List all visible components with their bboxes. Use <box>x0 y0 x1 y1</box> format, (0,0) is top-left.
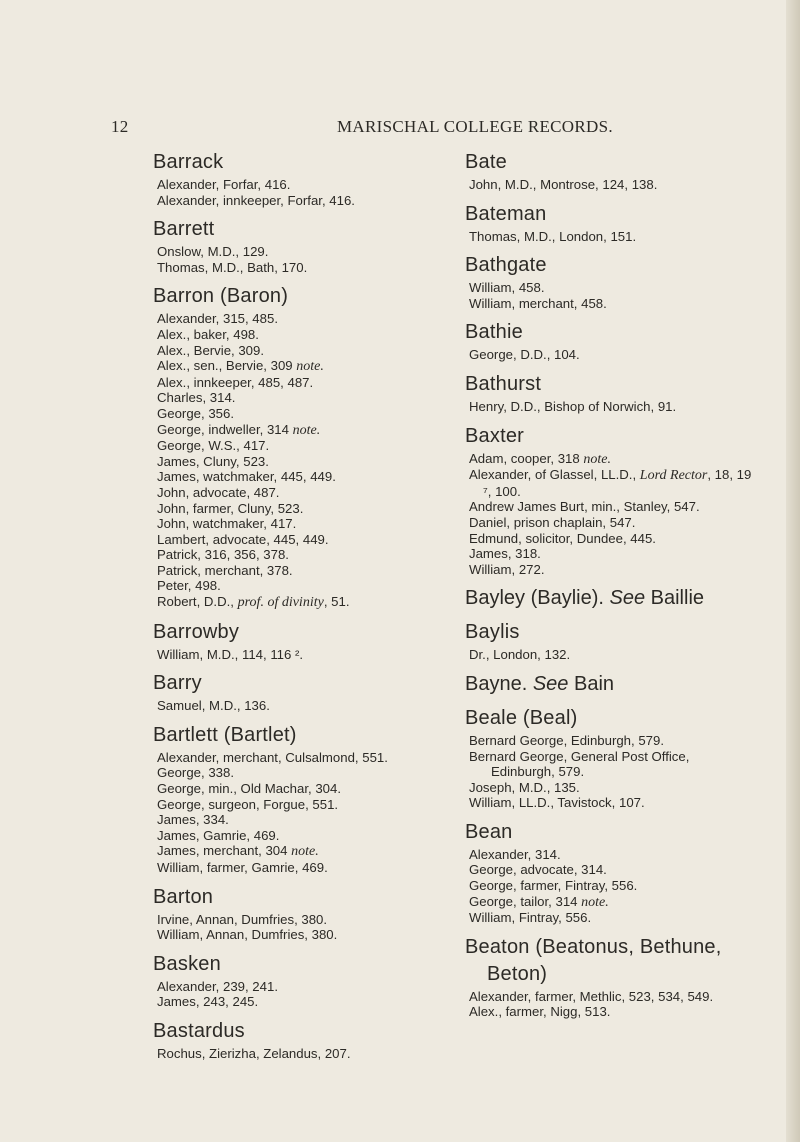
index-line: George, indweller, 314 note. <box>157 421 321 438</box>
index-line: John, watchmaker, 417. <box>157 516 297 532</box>
index-line: James, Gamrie, 469. <box>157 827 280 843</box>
surname-heading: Barrett <box>153 218 215 241</box>
surname-heading: Bathgate <box>465 254 547 277</box>
index-line: Joseph, M.D., 135. <box>469 779 580 795</box>
surname-heading: Barrack <box>153 151 224 173</box>
index-line: Henry, D.D., Bishop of Norwich, 91. <box>469 398 677 414</box>
index-line: William, 272. <box>469 561 545 577</box>
surname-heading: Bastardus <box>153 1019 245 1042</box>
surname-heading-continued: Beton) <box>487 962 548 985</box>
index-line: Alex., sen., Bervie, 309 note. <box>157 358 324 375</box>
index-line: Alexander, 314. <box>469 846 561 862</box>
index-line: James, merchant, 304 note. <box>157 843 319 860</box>
index-line: Onslow, M.D., 129. <box>157 244 269 260</box>
index-entry <box>153 284 428 610</box>
index-entry <box>465 202 760 245</box>
index-line: Bernard George, Edinburgh, 579. <box>469 732 665 748</box>
index-line: James, Cluny, 523. <box>157 453 269 469</box>
index-entry <box>153 620 428 663</box>
index-line: Irvine, Annan, Dumfries, 380. <box>157 911 328 927</box>
index-line: George, tailor, 314 note. <box>469 893 609 910</box>
index-line: Alexander, farmer, Methlic, 523, 534, 549. <box>469 988 714 1004</box>
index-line: George, min., Old Machar, 304. <box>157 781 341 797</box>
index-entry <box>465 935 760 1020</box>
index-line: Alexander, merchant, Culsalmond, 551. <box>157 749 388 765</box>
index-line: George, advocate, 314. <box>469 862 607 878</box>
index-entry <box>465 320 760 363</box>
index-line: William, farmer, Gamrie, 469. <box>157 860 328 875</box>
index-line: Patrick, merchant, 378. <box>157 562 293 578</box>
surname-heading: Barrowby <box>153 620 240 643</box>
surname-heading: Barry <box>153 672 202 695</box>
index-line: George, W.S., 417. <box>157 438 270 454</box>
index-line: James, 334. <box>157 812 229 828</box>
running-title: MARISCHAL COLLEGE RECORDS. <box>337 117 613 136</box>
index-line: John, farmer, Cluny, 523. <box>157 500 304 516</box>
index-line: Lambert, advocate, 445, 449. <box>157 531 329 547</box>
index-entry <box>465 253 760 311</box>
index-line: William, Annan, Dumfries, 380. <box>157 927 338 943</box>
right-column <box>465 150 760 1029</box>
surname-heading: Baylis <box>465 621 520 644</box>
cross-reference: Bayne. See Bain <box>465 672 615 695</box>
index-line: James, 318. <box>469 546 541 562</box>
surname-heading: Baxter <box>465 424 525 447</box>
index-entry <box>153 885 428 943</box>
index-line: James, watchmaker, 445, 449. <box>157 469 336 485</box>
index-line: George, farmer, Fintray, 556. <box>469 878 638 894</box>
index-entry <box>465 424 760 578</box>
index-entry <box>465 150 760 193</box>
surname-heading: Bateman <box>465 202 547 225</box>
index-line: Edinburgh, 579. <box>491 764 585 780</box>
index-line: William, LL.D., Tavistock, 107. <box>469 795 645 811</box>
index-line: George, D.D., 104. <box>469 347 580 363</box>
index-entry <box>465 706 760 811</box>
index-line: Alex., innkeeper, 485, 487. <box>157 374 314 390</box>
index-entry <box>153 671 428 714</box>
surname-heading: Bate <box>465 151 507 173</box>
index-line: Alexander, of Glassel, LL.D., Lord Rector, 18, 19 ⁷, 100. <box>469 467 752 499</box>
index-line: Alexander, 239, 241. <box>157 978 278 994</box>
index-entry <box>153 150 428 208</box>
left-column <box>153 150 428 1071</box>
surname-heading: Beaton (Beatonus, Bethune, <box>465 935 722 958</box>
surname-heading: Bartlett (Bartlet) <box>153 723 297 746</box>
index-line: Samuel, M.D., 136. <box>157 698 270 714</box>
surname-heading: Beale (Beal) <box>465 706 578 729</box>
surname-heading: Bathurst <box>465 372 542 395</box>
index-line: Thomas, M.D., London, 151. <box>469 228 637 244</box>
index-entry <box>153 217 428 275</box>
index-line: Dr., London, 132. <box>469 647 571 663</box>
index-line: Bernard George, General Post Office, <box>469 748 690 764</box>
index-line: James, 243, 245. <box>157 994 259 1010</box>
index-line: Patrick, 316, 356, 378. <box>157 547 289 563</box>
page-header <box>0 117 800 139</box>
page-number: 12 <box>111 117 129 136</box>
page-edge <box>786 0 800 1142</box>
index-entry <box>153 952 428 1010</box>
index-line: Thomas, M.D., Bath, 170. <box>157 259 308 275</box>
index-line: William, Fintray, 556. <box>469 910 592 926</box>
index-entry <box>465 372 760 415</box>
surname-heading: Bathie <box>465 321 523 344</box>
index-line: Alexander, 315, 485. <box>157 311 278 327</box>
index-line: Edmund, solicitor, Dundee, 445. <box>469 530 656 546</box>
index-line: Robert, D.D., prof. of divinity, 51. <box>157 594 350 611</box>
index-entry <box>153 1019 428 1062</box>
index-line: George, 356. <box>157 405 234 421</box>
index-line: Andrew James Burt, min., Stanley, 547. <box>469 499 700 515</box>
surname-heading: Barton <box>153 885 214 908</box>
index-line: George, 338. <box>157 765 234 781</box>
surname-heading: Basken <box>153 952 221 975</box>
index-line: Daniel, prison chaplain, 547. <box>469 514 636 530</box>
index-entry <box>465 820 760 926</box>
index-line: John, M.D., Montrose, 124, 138. <box>469 177 658 192</box>
index-line: William, 458. <box>469 280 545 296</box>
index-line: Peter, 498. <box>157 578 221 594</box>
index-line: Charles, 314. <box>157 390 236 406</box>
index-line: Alex., baker, 498. <box>157 326 259 342</box>
index-line: Alexander, Forfar, 416. <box>157 177 291 192</box>
index-entry <box>465 620 760 663</box>
surname-heading: Bean <box>465 820 513 843</box>
index-entry <box>153 723 428 876</box>
cross-reference: Bayley (Baylie). See Baillie <box>465 587 705 610</box>
index-line: Alex., farmer, Nigg, 513. <box>469 1004 611 1020</box>
surname-heading: Barron (Baron) <box>153 285 289 308</box>
index-line: Alexander, innkeeper, Forfar, 416. <box>157 192 355 208</box>
index-line: Rochus, Zierizha, Zelandus, 207. <box>157 1045 351 1061</box>
index-line: William, M.D., 114, 116 ². <box>157 646 304 662</box>
index-line: Alex., Bervie, 309. <box>157 342 265 358</box>
index-line: George, surgeon, Forgue, 551. <box>157 796 339 812</box>
index-line: William, merchant, 458. <box>469 295 607 311</box>
index-line: Adam, cooper, 318 note. <box>469 450 611 467</box>
index-line: John, advocate, 487. <box>157 484 280 500</box>
